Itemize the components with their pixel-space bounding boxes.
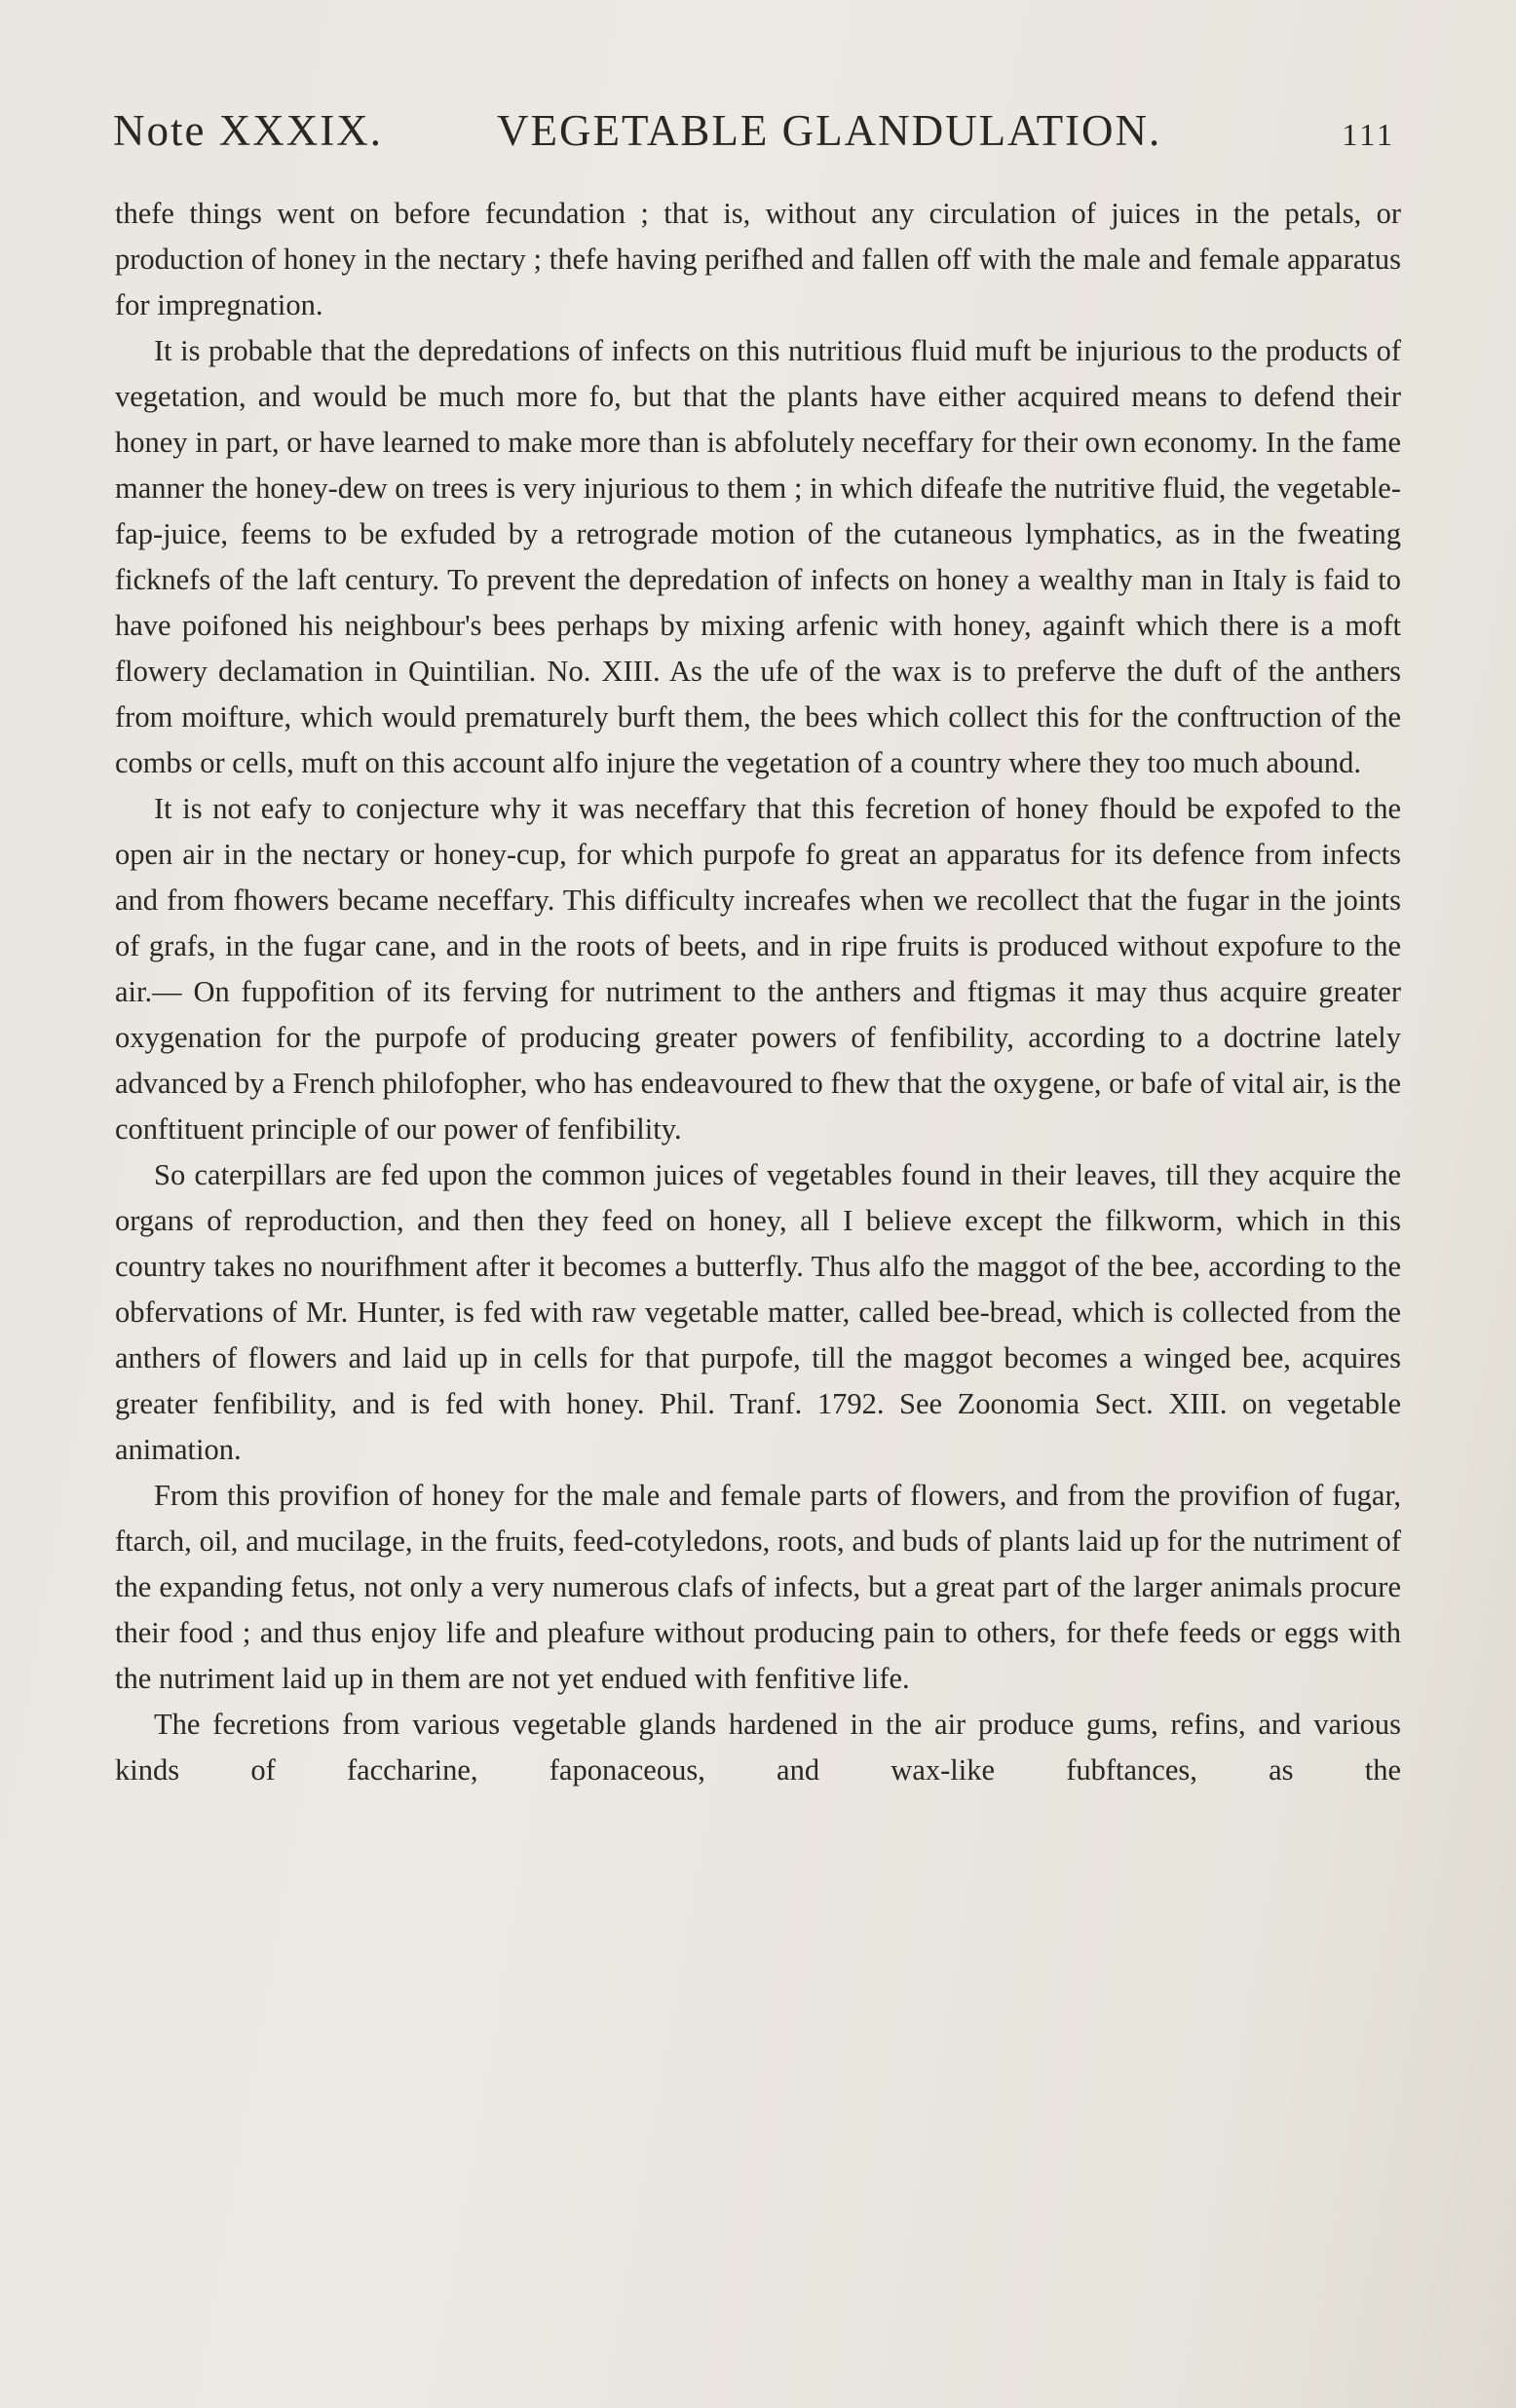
running-header — [113, 105, 1399, 173]
paragraph-3: It is not eafy to conjecture why it was neceffary that this fecretion of honey fhould be expofed to the open air in the nectary or honey-cup, for which purpofe fo great an apparatus for its defence from infects and from fhowers became neceffary. This difficulty increafes when we recollect that the fugar in the joints of grafs, in the fugar cane, and in the roots of beets, and in ripe fruits is produced without expofure to the air.— On fuppofition of its ferving for nutriment to the anthers and ftigmas it may thus acquire greater oxygenation for the purpofe of producing greater powers of fenfibility, according to a doctrine lately advanced by a French philofopher, who has endeavoured to fhew that the oxygene, or bafe of vital air, is the conftituent principle of our power of fenfibility. — [115, 792, 1401, 1146]
body-text — [115, 191, 1401, 1793]
paragraph-2: It is probable that the depredations of infects on this nutritious fluid muft be injurious to the products of vegetation, and would be much more fo, but that the plants have either acquired means to defend their honey in part, or have learned to make more than is abfolutely neceffary for their own economy. In the fame manner the honey-dew on trees is very injurious to them ; in which difeafe the nutritive fluid, the vegetable-fap-juice, feems to be exfuded by a retrograde motion of the cutaneous lymphatics, as in the fweating ficknefs of the laft century. To prevent the depredation of infects on honey a wealthy man in Italy is faid to have poifoned his neighbour's bees perhaps by mixing arfenic with honey, againft which there is a moft flowery declamation in Quintilian. No. XIII. As the ufe of the wax is to preferve the duft of the anthers from moifture, which would prematurely burft them, the bees which collect this for the conftruction of the combs or cells, muft on this account alfo injure the vegetation of a country where they too much abound. — [115, 334, 1401, 779]
paragraph-4: So caterpillars are fed upon the common juices of vegetables found in their leaves, till they acquire the organs of reproduction, and then they feed on honey, all I believe except the filkworm, which in this country takes no nourifhment after it becomes a butterfly. Thus alfo the maggot of the bee, according to the obfervations of Mr. Hunter, is fed with raw vegetable matter, called bee-bread, which is collected from the anthers of flowers and laid up in cells for that purpofe, till the maggot becomes a winged bee, acquires greater fenfibility, and is fed with honey. Phil. Tranf. 1792. See Zoonomia Sect. XIII. on vegetable animation. — [115, 1158, 1401, 1466]
page-title: VEGETABLE GLANDULATION. — [497, 106, 1162, 155]
paragraph-6: The fecretions from various vegetable glands hardened in the air produce gums, refins, and various kinds of faccharine, faponaceous, and wax-like fubftances, as the — [115, 1708, 1401, 1787]
note-number: Note XXXIX. — [113, 106, 383, 155]
paragraph-1: thefe things went on before fecundation ; that is, without any circulation of juices in the petals, or production of honey in the nectary ; thefe having perifhed and fallen off with the male and female apparatus for impregnation. — [115, 197, 1401, 321]
paragraph-5: From this provifion of honey for the male and female parts of flowers, and from the provifion of fugar, ftarch, oil, and mucilage, in the fruits, feed-cotyledons, roots, and buds of plants laid up for the nutriment of the expanding fetus, not only a very numerous clafs of infects, but a great part of the larger animals procure their food ; and thus enjoy life and pleafure without producing pain to others, for thefe feeds or eggs with the nutriment laid up in them are not yet endued with fenfitive life. — [115, 1479, 1401, 1695]
page-number: 111 — [1342, 117, 1395, 152]
